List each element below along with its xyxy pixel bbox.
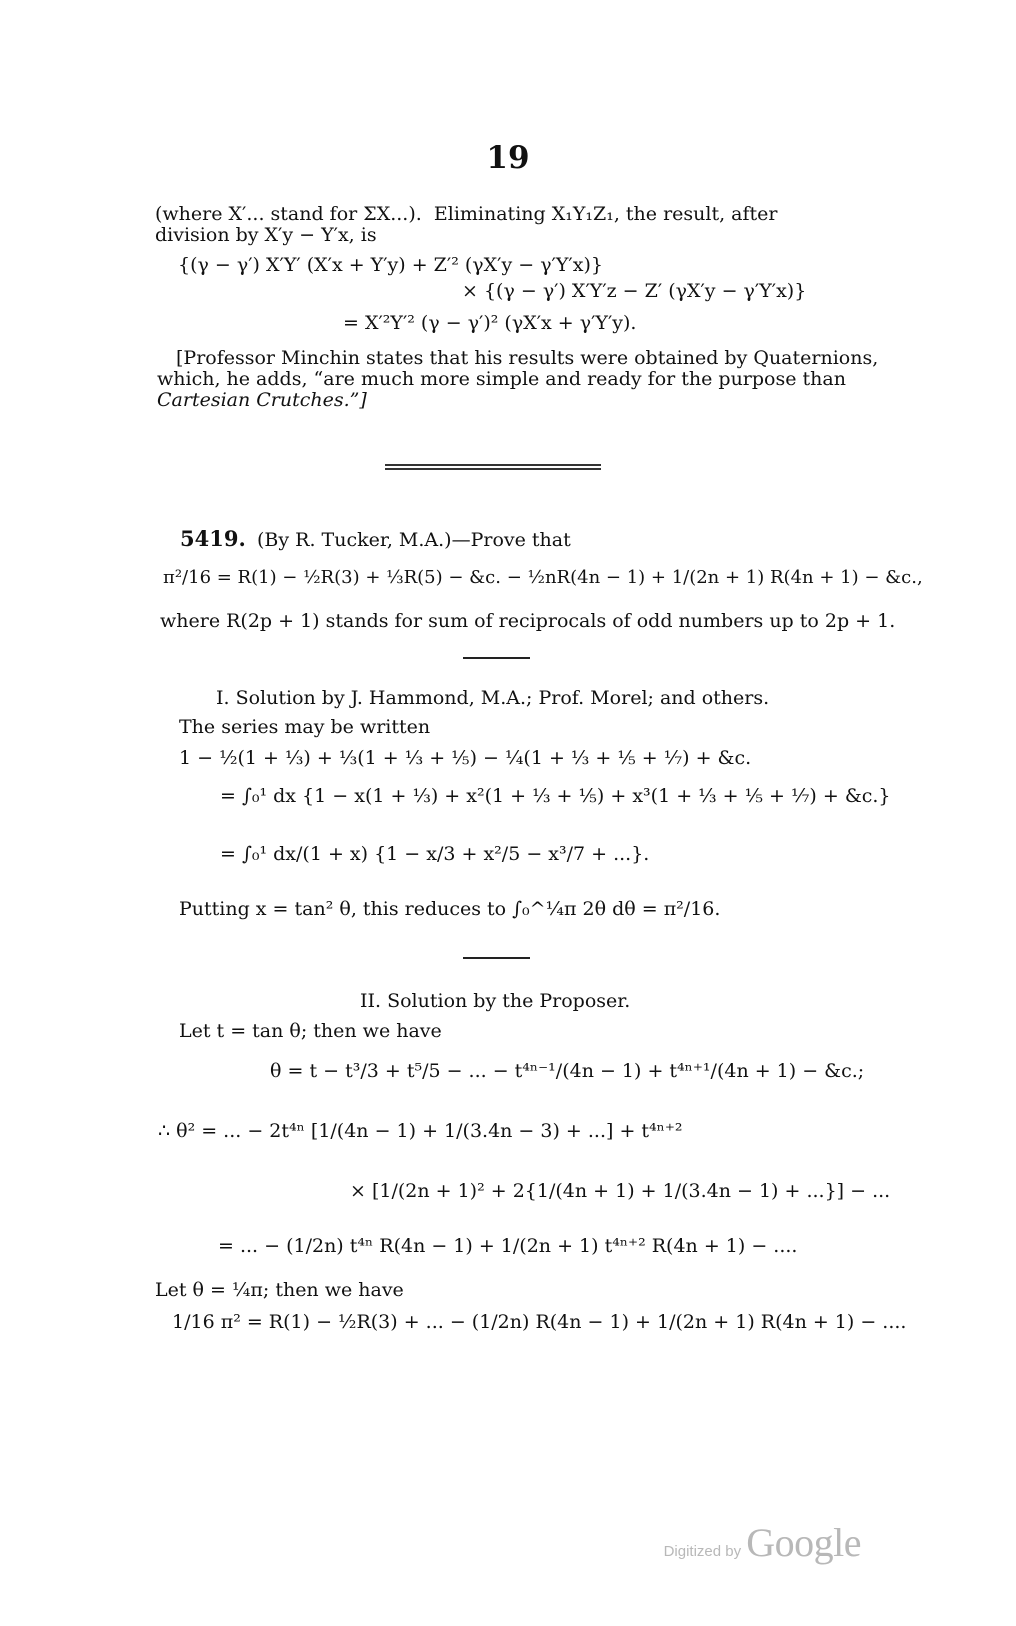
equation-line: × {(γ − γ′) X′Y′z − Z′ (γX′y − γ′Y′x)} — [462, 280, 807, 302]
note-line: Cartesian Crutches.”] — [157, 389, 367, 411]
question-note: where R(2p + 1) stands for sum of reciprocals of odd numbers up to 2p + 1. — [160, 610, 896, 632]
equation-line: 1 − ½(1 + ⅓) + ⅓(1 + ⅓ + ⅕) − ¼(1 + ⅓ + ⅕ + ⅐) + &c. — [179, 747, 752, 769]
equation-line: = ∫₀¹ dx {1 − x(1 + ⅓) + x²(1 + ⅓ + ⅕) + x³(1 + ⅓ + ⅕ + ⅐) + &c.} — [220, 785, 891, 807]
note-line: [Professor Minchin states that his results were obtained by Quaternions, — [176, 347, 879, 369]
equation-line: × [1/(2n + 1)² + 2{1/(4n + 1) + 1/(3.4n − 1) + ...}] − ... — [350, 1180, 891, 1202]
text-line: Let θ = ¼π; then we have — [155, 1279, 404, 1301]
question-formula: π²/16 = R(1) − ½R(3) + ⅓R(5) − &c. − ½nR(4n − 1) + 1/(2n + 1) R(4n + 1) − &c., — [163, 567, 923, 588]
solution-heading: I. Solution by J. Hammond, M.A.; Prof. Morel; and others. — [216, 687, 770, 709]
short-rule — [463, 957, 530, 959]
digitized-watermark — [664, 1519, 861, 1566]
equation-line: = ∫₀¹ dx/(1 + x) {1 − x/3 + x²/5 − x³/7 + ...}. — [220, 843, 650, 865]
watermark-brand: Google — [746, 1520, 861, 1565]
note-line: which, he adds, “are much more simple and ready for the purpose than — [157, 368, 846, 390]
equation-line: θ = t − t³/3 + t⁵/5 − ... − t⁴ⁿ⁻¹/(4n − 1) + t⁴ⁿ⁺¹/(4n + 1) − &c.; — [270, 1060, 865, 1082]
text-line: Putting x = tan² θ, this reduces to ∫₀^¼π 2θ dθ = π²/16. — [179, 898, 721, 920]
question-lead: (By R. Tucker, M.A.)—Prove that — [257, 529, 571, 551]
text-line: (where X′... stand for ΣX...). Eliminating X₁Y₁Z₁, the result, after — [155, 203, 778, 225]
equation-line: 1/16 π² = R(1) − ½R(3) + ... − (1/2n) R(4n − 1) + 1/(2n + 1) R(4n + 1) − .... — [172, 1311, 907, 1333]
equation-line: = ... − (1/2n) t⁴ⁿ R(4n − 1) + 1/(2n + 1) t⁴ⁿ⁺² R(4n + 1) − .... — [218, 1235, 798, 1257]
short-rule — [463, 657, 530, 659]
page-number: 19 — [486, 140, 530, 176]
equation-line: {(γ − γ′) X′Y′ (X′x + Y′y) + Z′² (γX′y − γ′Y′x)} — [178, 254, 603, 276]
equation-line: = X′²Y′² (γ − γ′)² (γX′x + γ′Y′y). — [343, 312, 637, 334]
text-line: The series may be written — [179, 716, 431, 738]
solution-heading: II. Solution by the Proposer. — [360, 990, 631, 1012]
watermark-small-text: Digitized by — [663, 1543, 742, 1560]
question-number: 5419. — [180, 526, 246, 551]
text-line: division by X′y − Y′x, is — [155, 224, 377, 246]
equation-line: ∴ θ² = ... − 2t⁴ⁿ [1/(4n − 1) + 1/(3.4n − 3) + ...] + t⁴ⁿ⁺² — [158, 1120, 683, 1142]
section-divider — [385, 464, 601, 470]
text-line: Let t = tan θ; then we have — [179, 1020, 442, 1042]
